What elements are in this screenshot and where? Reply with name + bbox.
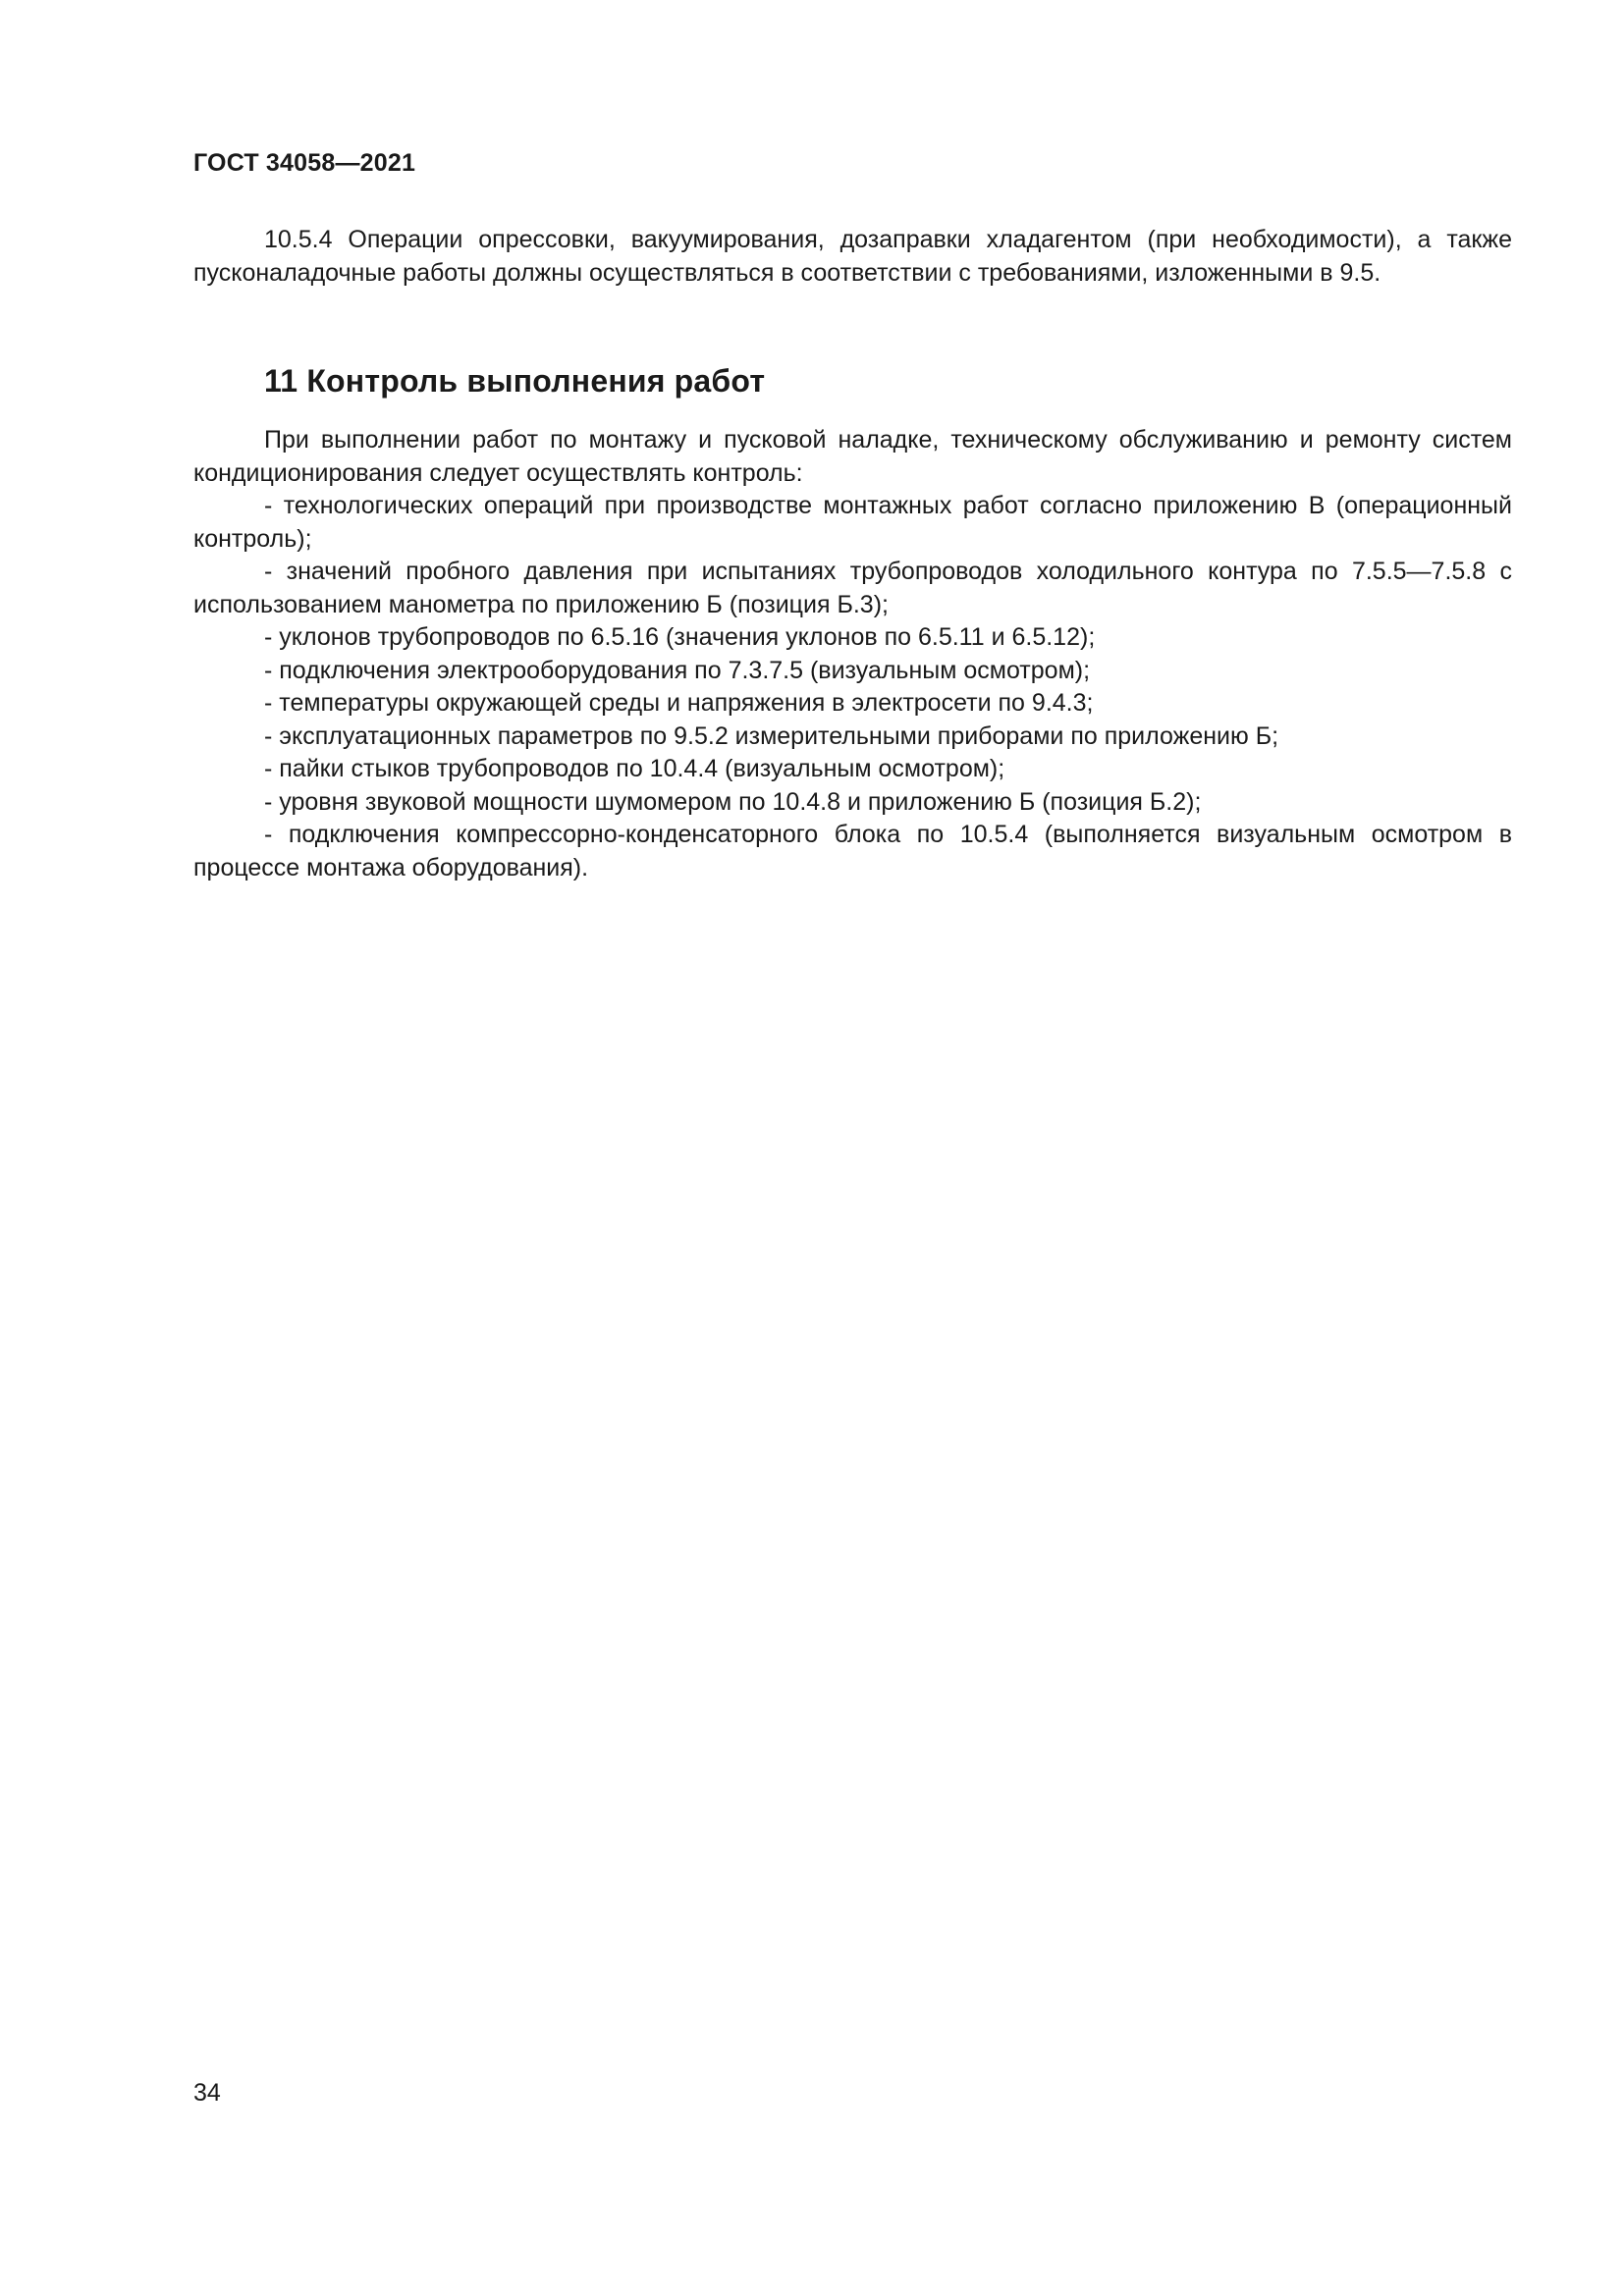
list-item: - эксплуатационных параметров по 9.5.2 измерительными приборами по приложению Б; [264, 721, 1279, 750]
clause-10-5-4-text: 10.5.4 Операции опрессовки, вакуумирования, дозаправки хладагентом (при необходимости), а также пусконаладочные работы должны осуществляться в соответствии с требованиями, изложенными в 9.5. [193, 226, 1512, 287]
document-code-header: ГОСТ 34058—2021 [193, 149, 416, 177]
section-11-intro: При выполнении работ по монтажу и пусковой наладке, техническому обслуживанию и ремонту систем кондиционирования следует осуществлять контроль: [193, 426, 1512, 487]
list-item: - температуры окружающей среды и напряжения в электросети по 9.4.3; [264, 689, 1094, 717]
section-11-body [193, 424, 1512, 884]
list-item: - уклонов трубопроводов по 6.5.16 (значения уклонов по 6.5.11 и 6.5.12); [264, 623, 1096, 651]
list-item: - подключения компрессорно-конденсаторного блока по 10.5.4 (выполняется визуальным осмотром в процессе монтажа оборудования). [193, 821, 1512, 881]
list-item: - уровня звуковой мощности шумомером по 10.4.8 и приложению Б (позиция Б.2); [264, 787, 1202, 816]
section-11-title: 11 Контроль выполнения работ [264, 363, 766, 399]
list-item: - пайки стыков трубопроводов по 10.4.4 (визуальным осмотром); [264, 755, 1005, 782]
list-item: - технологических операций при производстве монтажных работ согласно приложению В (операционный контроль); [193, 492, 1512, 553]
list-item: - подключения электрооборудования по 7.3.7.5 (визуальным осмотром); [264, 656, 1091, 684]
clause-10-5-4 [193, 224, 1512, 290]
page-number: 34 [193, 2079, 221, 2107]
list-item: - значений пробного давления при испытаниях трубопроводов холодильного контура по 7.5.5—7.5.8 с использованием манометра по приложению Б (позиция Б.3); [193, 558, 1512, 618]
